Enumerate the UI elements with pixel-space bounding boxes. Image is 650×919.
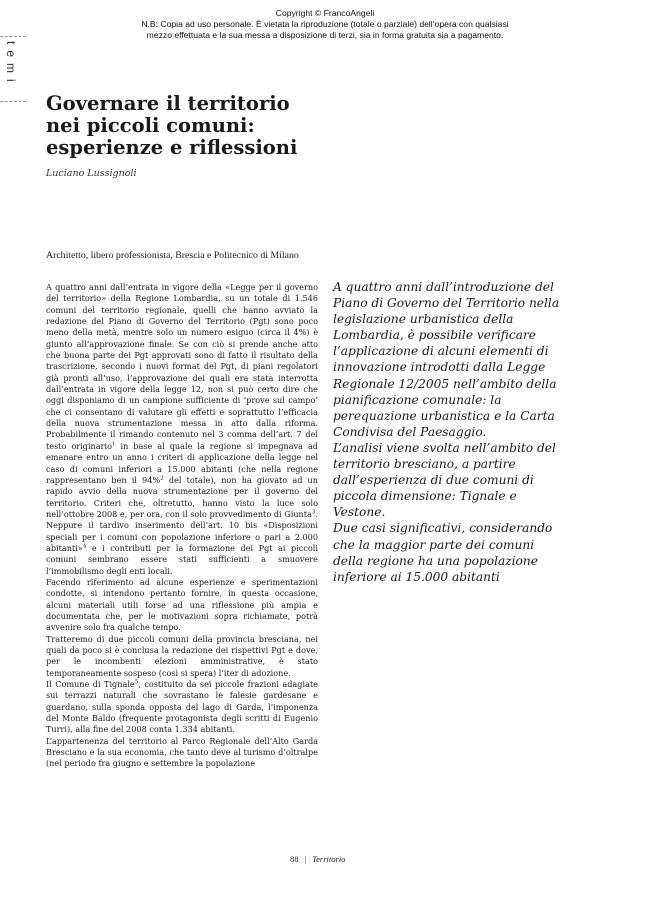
page-number: 88	[290, 854, 299, 864]
abstract-line: A quattro anni dall’introduzione del	[333, 280, 554, 294]
abstract-paragraph-1	[333, 279, 583, 440]
abstract-line: Condivisa del Paesaggio.	[333, 424, 487, 439]
notice-line-1: N.B: Copia ad uso personale. È vietata la riproduzione (totale o parziale) dell’opera con qualsiasi	[141, 19, 509, 29]
abstract-paragraph-3	[333, 520, 583, 584]
abstract-line: piccola dimensione: Tignale e	[333, 489, 517, 504]
abstract-line: l’applicazione di alcuni elementi di	[333, 344, 549, 359]
abstract-line: innovazione introdotti dalla Legge	[333, 360, 546, 375]
footnote-ref-2: 2	[160, 475, 164, 482]
body-paragraph-4	[46, 679, 318, 736]
abstract-line: pianificazione comunale: la	[333, 392, 502, 407]
copyright-line: Copyright © FrancoAngeli	[275, 8, 375, 18]
abstract-line: inferiore ai 15.000 abitanti	[333, 569, 500, 584]
abstract-line: legislazione urbanistica della	[333, 312, 514, 327]
body-paragraph-1	[46, 282, 318, 577]
abstract	[333, 279, 583, 585]
body-text-run: in base al quale la regione si impegnava ad emanare entro un anno i criteri di applicazione della legge nel caso di comuni inferiori a 15.000 abitanti (che nella regione rappresentano ben il 94%	[46, 440, 319, 485]
copyright-notice	[0, 8, 650, 41]
abstract-line: Due casi significativi, considerando	[333, 521, 553, 536]
notice-line-2: mezzo effettuata e la sua messa a disposizione di terzi, sia in forma gratuita sia a pagamento.	[146, 30, 504, 40]
footnote-ref-4: 4	[82, 543, 87, 550]
title-line-1: Governare il territorio	[46, 92, 290, 115]
abstract-line: della regione ha una popolazione	[333, 553, 538, 568]
body-paragraph-2: Facendo riferimento ad alcune esperienze e sperimentazioni condotte, si intendono pertanto fornire, in questa occasione, alcuni materiali utili forse ad una riflessione più ampia e documentata che, per le motivazioni sopra richiamate, potrà avvenire solo fra qualche tempo.	[46, 576, 318, 633]
abstract-line: Lombardia, è possibile verificare	[333, 328, 536, 343]
body-text-run: del totale), non ha giovato ad un rapido avvio della nuova strumentazione per il governo del territorio. Criteri che, oltretutto, hanno visto la luce solo nell’ottobre 2008 e, per ora, con il solo provvedimento di Giunta	[46, 474, 319, 519]
body-text-run: Il Comune di Tignale	[46, 679, 135, 690]
abstract-line: Vestone.	[333, 505, 386, 520]
footer-separator: |	[304, 854, 307, 864]
section-tab-label: temi	[4, 41, 18, 88]
body-paragraph-5: L’appartenenza del territorio al Parco Regionale dell’Alto Garda Bresciano e la sua economia, che tanto deve al turismo d’oltralpe (nel periodo fra giugno e settembre la popolazione	[46, 735, 318, 769]
article-title	[46, 93, 346, 159]
abstract-line: dall’esperienza di due comuni di	[333, 473, 534, 488]
author-name: Luciano Lussignoli	[46, 168, 137, 179]
abstract-line: Piano di Governo del Territorio nella	[333, 296, 560, 311]
section-tab	[0, 36, 26, 102]
body-text-run: . Neppure il tardivo inserimento dell’art. 10 bis «Disposizioni speciali per i comuni con popolazione inferiore o pari a 2.000 abitanti»	[46, 508, 318, 553]
abstract-line: che la maggior parte dei comuni	[333, 537, 535, 552]
title-line-3: esperienze e riflessioni	[46, 136, 298, 159]
body-text-run: e i contributi per la formazione dei Pgt ai piccoli comuni sembrano essere stati sufficienti a smuovere l’immobilismo degli enti locali.	[46, 542, 318, 576]
abstract-line: territorio bresciano, a partire	[333, 457, 516, 472]
page-footer	[290, 854, 345, 864]
article-body	[46, 282, 318, 770]
body-text-run: , costituito da sei piccole frazioni adagiate sui terrazzi naturali che sovrastano le falesie gardesane e guardano, sulla sponda opposta del lago di Garda, l’imponenza del Monte Baldo (frequente protagonista degli scritti di Eugenio Turri), alla fine del 2008 conta 1.334 abitanti.	[46, 679, 318, 735]
abstract-paragraph-2	[333, 440, 583, 520]
footnote-ref-1: 1	[112, 441, 116, 448]
title-line-2: nei piccoli comuni:	[46, 114, 255, 137]
abstract-line: perequazione urbanistica e la Carta	[333, 408, 555, 423]
footnote-ref-5: 5	[134, 679, 139, 686]
author-affiliation: Architetto, libero professionista, Brescia e Politecnico di Milano	[46, 250, 299, 261]
abstract-line: L’analisi viene svolta nell’ambito del	[333, 440, 556, 455]
abstract-line: Regionale 12/2005 nell’ambito della	[333, 376, 557, 391]
footnote-ref-3: 3	[311, 509, 316, 516]
journal-name: Territorio	[312, 854, 346, 864]
body-text-run: A quattro anni dall’entrata in vigore della «Legge per il governo del territorio» della Regione Lombardia, su un totale di 1.546 comuni del territorio regionale, quelli che hanno avviato la redazione del Piano di Governo del Territorio (Pgt) sono poco meno della metà, mentre solo un numero esiguo (circa il 4%) è giunto all’approvazione finale. Se con ciò si prende anche atto che buona parte dei Pgt approvati sono di fatto il risultato della trascrizione, secondo i nuovi format del Pgt, di piani regolatori già pronti all’uso, l’approvazione dei quali era stata interrotta dall’entrata in vigore della legge 12, non si può certo dire che oggi disponiamo di un campione sufficiente di ‘prove sul campo’ che ci consentano di valutare gli effetti e soprattutto l’efficacia della nuova strumentazione messa in atto dalla riforma. Probabilmente il rimando contenuto nel 3 comma dell’art. 7 del testo originario	[46, 282, 318, 451]
body-paragraph-3: Tratteremo di due piccoli comuni della provincia bresciana, nei quali da poco si è conclusa la redazione dei rispettivi Pgt e dove, per le incombenti elezioni amministrative, è stato temporaneamente sospeso (così si spera) l’iter di adozione.	[46, 633, 318, 678]
